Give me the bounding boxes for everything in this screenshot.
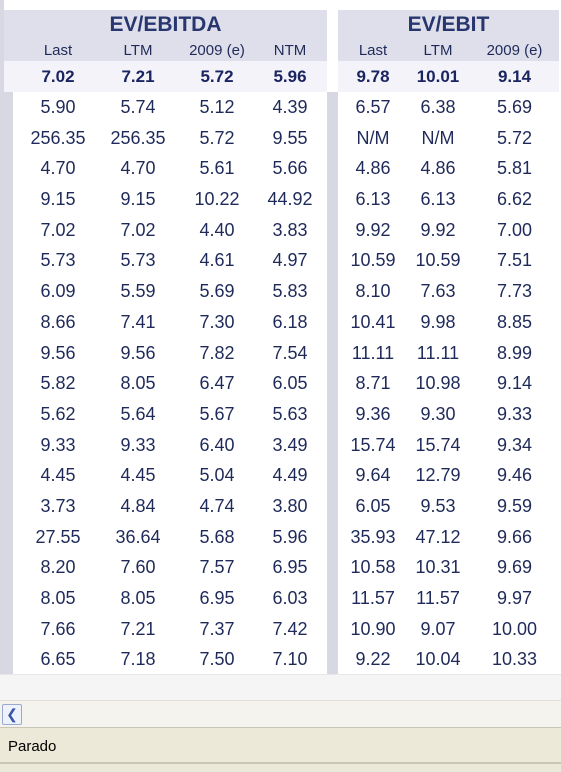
table-cell: 11.57 — [416, 588, 460, 608]
table-row — [0, 522, 561, 553]
summary-cell: 5.96 — [273, 67, 307, 86]
table-cell: 6.65 — [40, 649, 76, 670]
table-cell: 5.69 — [496, 97, 533, 117]
table-cell: 10.98 — [415, 373, 461, 394]
table-cell: 15.74 — [415, 434, 461, 455]
table-row — [0, 123, 561, 154]
summary-cell: 9.78 — [356, 67, 390, 86]
table-row — [0, 399, 561, 430]
table-cell: 5.59 — [120, 281, 156, 302]
table-cell: 4.61 — [199, 250, 235, 271]
table-cell: 8.05 — [120, 588, 156, 608]
table-cell: 7.42 — [272, 618, 308, 639]
table-cell: 9.97 — [496, 588, 533, 608]
table-cell: 10.33 — [491, 649, 538, 670]
table-cell: 6.57 — [355, 97, 391, 117]
table-cell: 10.41 — [350, 311, 396, 332]
table-row — [0, 338, 561, 369]
table-cell: 5.62 — [40, 403, 76, 424]
table-row — [0, 368, 561, 399]
table-cell: 4.49 — [272, 465, 308, 486]
ev-ebit-column-headers — [338, 40, 559, 61]
table-cell: 7.50 — [199, 649, 235, 670]
table-cell: 5.72 — [199, 127, 235, 148]
column-header-ltm: LTM — [123, 42, 153, 59]
table-cell: 35.93 — [350, 526, 396, 547]
table-cell: 9.33 — [496, 403, 533, 424]
table-row — [0, 614, 561, 645]
table-row — [0, 215, 561, 246]
table-cell: 47.12 — [415, 526, 461, 547]
column-header-last: Last — [358, 42, 388, 59]
table-row — [0, 552, 561, 583]
summary-cell: 7.21 — [121, 67, 155, 86]
table-cell: 44.92 — [267, 189, 313, 210]
table-cell: 7.37 — [199, 618, 235, 639]
table-row — [0, 644, 561, 675]
table-row — [0, 276, 561, 307]
table-cell: 10.59 — [350, 250, 396, 271]
table-cell: 7.66 — [40, 618, 76, 639]
table-cell: 7.41 — [120, 311, 156, 332]
table-cell: 9.59 — [496, 495, 533, 516]
table-cell: 3.73 — [40, 495, 76, 516]
status-bar — [0, 727, 561, 772]
table-cell: 4.86 — [355, 158, 391, 179]
column-header-2009e: 2009 (e) — [486, 42, 543, 59]
table-cell: 10.04 — [415, 649, 461, 670]
ev-ebit-group-header: EV/EBIT — [338, 10, 559, 40]
ev-ebit-summary-row — [338, 61, 559, 92]
table-cell: 5.73 — [120, 250, 156, 271]
table-row — [0, 245, 561, 276]
table-cell: 8.20 — [40, 557, 76, 578]
table-cell: N/M — [356, 127, 390, 148]
table-cell: 4.74 — [199, 495, 235, 516]
table-cell: 9.34 — [496, 434, 533, 455]
table-cell: 8.05 — [120, 373, 156, 394]
table-cell: 9.64 — [355, 465, 391, 486]
table-cell: 10.58 — [350, 557, 396, 578]
table-cell: 6.38 — [420, 97, 456, 117]
table-cell: 27.55 — [35, 526, 81, 547]
table-cell: 4.70 — [120, 158, 156, 179]
table-cell: 7.18 — [120, 649, 156, 670]
status-text: Parado — [8, 738, 57, 755]
status-bar-divider — [0, 762, 561, 764]
table-cell: 9.66 — [496, 526, 533, 547]
table-cell: 6.09 — [40, 281, 76, 302]
table-cell: 36.64 — [115, 526, 161, 547]
table-cell: 5.68 — [199, 526, 235, 547]
table-row — [0, 92, 561, 123]
table-cell: 6.05 — [272, 373, 308, 394]
table-cell: 256.35 — [110, 127, 166, 148]
summary-cell: 7.02 — [41, 67, 75, 86]
table-cell: 3.80 — [272, 495, 308, 516]
table-cell: 9.36 — [355, 403, 391, 424]
table-cell: 6.95 — [199, 588, 235, 608]
table-cell: 4.97 — [272, 250, 308, 271]
table-cell: 5.82 — [40, 373, 76, 394]
table-cell: 9.15 — [40, 189, 76, 210]
table-cell: 6.05 — [355, 495, 391, 516]
table-cell: 11.11 — [416, 342, 460, 363]
table-row — [0, 460, 561, 491]
table-cell: 9.56 — [40, 342, 76, 363]
summary-cell: 9.14 — [497, 67, 532, 86]
table-cell: 9.92 — [420, 219, 456, 240]
horizontal-scrollbar[interactable] — [0, 700, 561, 727]
table-cell: 6.62 — [496, 189, 533, 210]
table-cell: 8.10 — [355, 281, 391, 302]
table-row — [0, 430, 561, 461]
table-cell: 3.83 — [272, 219, 308, 240]
table-cell: 4.70 — [40, 158, 76, 179]
table-row — [0, 583, 561, 614]
table-cell: 9.98 — [420, 311, 456, 332]
table-cell: 7.63 — [420, 281, 456, 302]
table-cell: 6.95 — [272, 557, 308, 578]
table-cell: 9.33 — [40, 434, 76, 455]
table-cell: 8.66 — [40, 311, 76, 332]
table-footer-space — [0, 674, 561, 701]
table-cell: 7.73 — [496, 281, 533, 302]
table-cell: 7.54 — [272, 342, 308, 363]
table-cell: 7.30 — [199, 311, 235, 332]
ev-ebitda-group-header: EV/EBITDA — [4, 10, 327, 40]
table-cell: 6.03 — [272, 588, 308, 608]
table-cell: 5.73 — [40, 250, 76, 271]
table-cell: 5.67 — [199, 403, 235, 424]
table-cell: 5.04 — [199, 465, 235, 486]
column-header-ntm: NTM — [273, 42, 307, 59]
table-cell: 5.69 — [199, 281, 235, 302]
table-cell: 5.90 — [40, 97, 76, 117]
table-cell: 10.90 — [350, 618, 396, 639]
table-cell: 4.40 — [199, 219, 235, 240]
table-cell: 6.13 — [355, 189, 391, 210]
table-cell: 9.07 — [420, 618, 456, 639]
table-row — [0, 153, 561, 184]
table-cell: 5.81 — [496, 158, 533, 179]
column-header-2009e: 2009 (e) — [189, 42, 245, 59]
table-cell: 5.12 — [199, 97, 235, 117]
table-cell: 9.22 — [355, 649, 391, 670]
table-cell: 9.15 — [120, 189, 156, 210]
table-cell: 9.30 — [420, 403, 456, 424]
table-cell: 8.85 — [496, 311, 533, 332]
table-cell: 4.45 — [120, 465, 156, 486]
column-header-last: Last — [43, 42, 73, 59]
table-cell: 9.33 — [120, 434, 156, 455]
table-cell: 5.61 — [199, 158, 235, 179]
table-cell: 7.60 — [120, 557, 156, 578]
table-cell: 10.22 — [194, 189, 240, 210]
table-cell: 7.57 — [199, 557, 235, 578]
table-cell: 5.63 — [272, 403, 308, 424]
table-row — [0, 307, 561, 338]
table-cell: 6.40 — [199, 434, 235, 455]
ev-ebitda-column-headers — [4, 40, 327, 61]
table-row — [0, 184, 561, 215]
table-cell: 9.46 — [496, 465, 533, 486]
table-cell: 11.11 — [351, 342, 395, 363]
table-cell: 10.00 — [491, 618, 538, 639]
table-cell: 12.79 — [415, 465, 461, 486]
table-cell: 5.83 — [272, 281, 308, 302]
table-cell: 7.10 — [272, 649, 308, 670]
table-cell: 4.84 — [120, 495, 156, 516]
table-cell: 6.13 — [420, 189, 456, 210]
table-cell: 5.72 — [496, 127, 533, 148]
header-gap — [327, 10, 338, 92]
table-cell: 7.51 — [496, 250, 533, 271]
table-cell: 7.82 — [199, 342, 235, 363]
table-cell: 7.00 — [496, 219, 533, 240]
table-row — [0, 491, 561, 522]
table-cell: 9.56 — [120, 342, 156, 363]
table-cell: 5.66 — [272, 158, 308, 179]
table-cell: 4.45 — [40, 465, 76, 486]
table-cell: 15.74 — [350, 434, 396, 455]
table-cell: 11.57 — [351, 588, 395, 608]
table-cell: 8.71 — [355, 373, 391, 394]
table-cell: N/M — [421, 127, 455, 148]
table-cell: 4.39 — [272, 97, 308, 117]
summary-cell: 5.72 — [200, 67, 234, 86]
table-cell: 256.35 — [30, 127, 86, 148]
table-cell: 7.21 — [120, 618, 156, 639]
table-cell: 8.05 — [40, 588, 76, 608]
table-cell: 5.64 — [120, 403, 156, 424]
data-table-body — [0, 92, 561, 675]
summary-cell: 10.01 — [416, 67, 460, 86]
table-cell: 9.55 — [272, 127, 308, 148]
table-cell: 5.96 — [272, 526, 308, 547]
table-cell: 6.18 — [272, 311, 308, 332]
column-header-ltm: LTM — [423, 42, 453, 59]
table-cell: 6.47 — [199, 373, 235, 394]
table-cell: 9.14 — [496, 373, 533, 394]
table-cell: 7.02 — [120, 219, 156, 240]
table-cell: 10.59 — [415, 250, 461, 271]
table-cell: 9.69 — [496, 557, 533, 578]
table-cell: 10.31 — [415, 557, 461, 578]
table-cell: 9.92 — [355, 219, 391, 240]
table-cell: 3.49 — [272, 434, 308, 455]
table-cell: 7.02 — [40, 219, 76, 240]
table-cell: 5.74 — [120, 97, 156, 117]
table-cell: 8.99 — [496, 342, 533, 363]
ev-ebitda-summary-row — [4, 61, 327, 92]
table-cell: 4.86 — [420, 158, 456, 179]
chevron-left-icon[interactable]: ❮ — [2, 704, 22, 725]
table-cell: 9.53 — [420, 495, 456, 516]
